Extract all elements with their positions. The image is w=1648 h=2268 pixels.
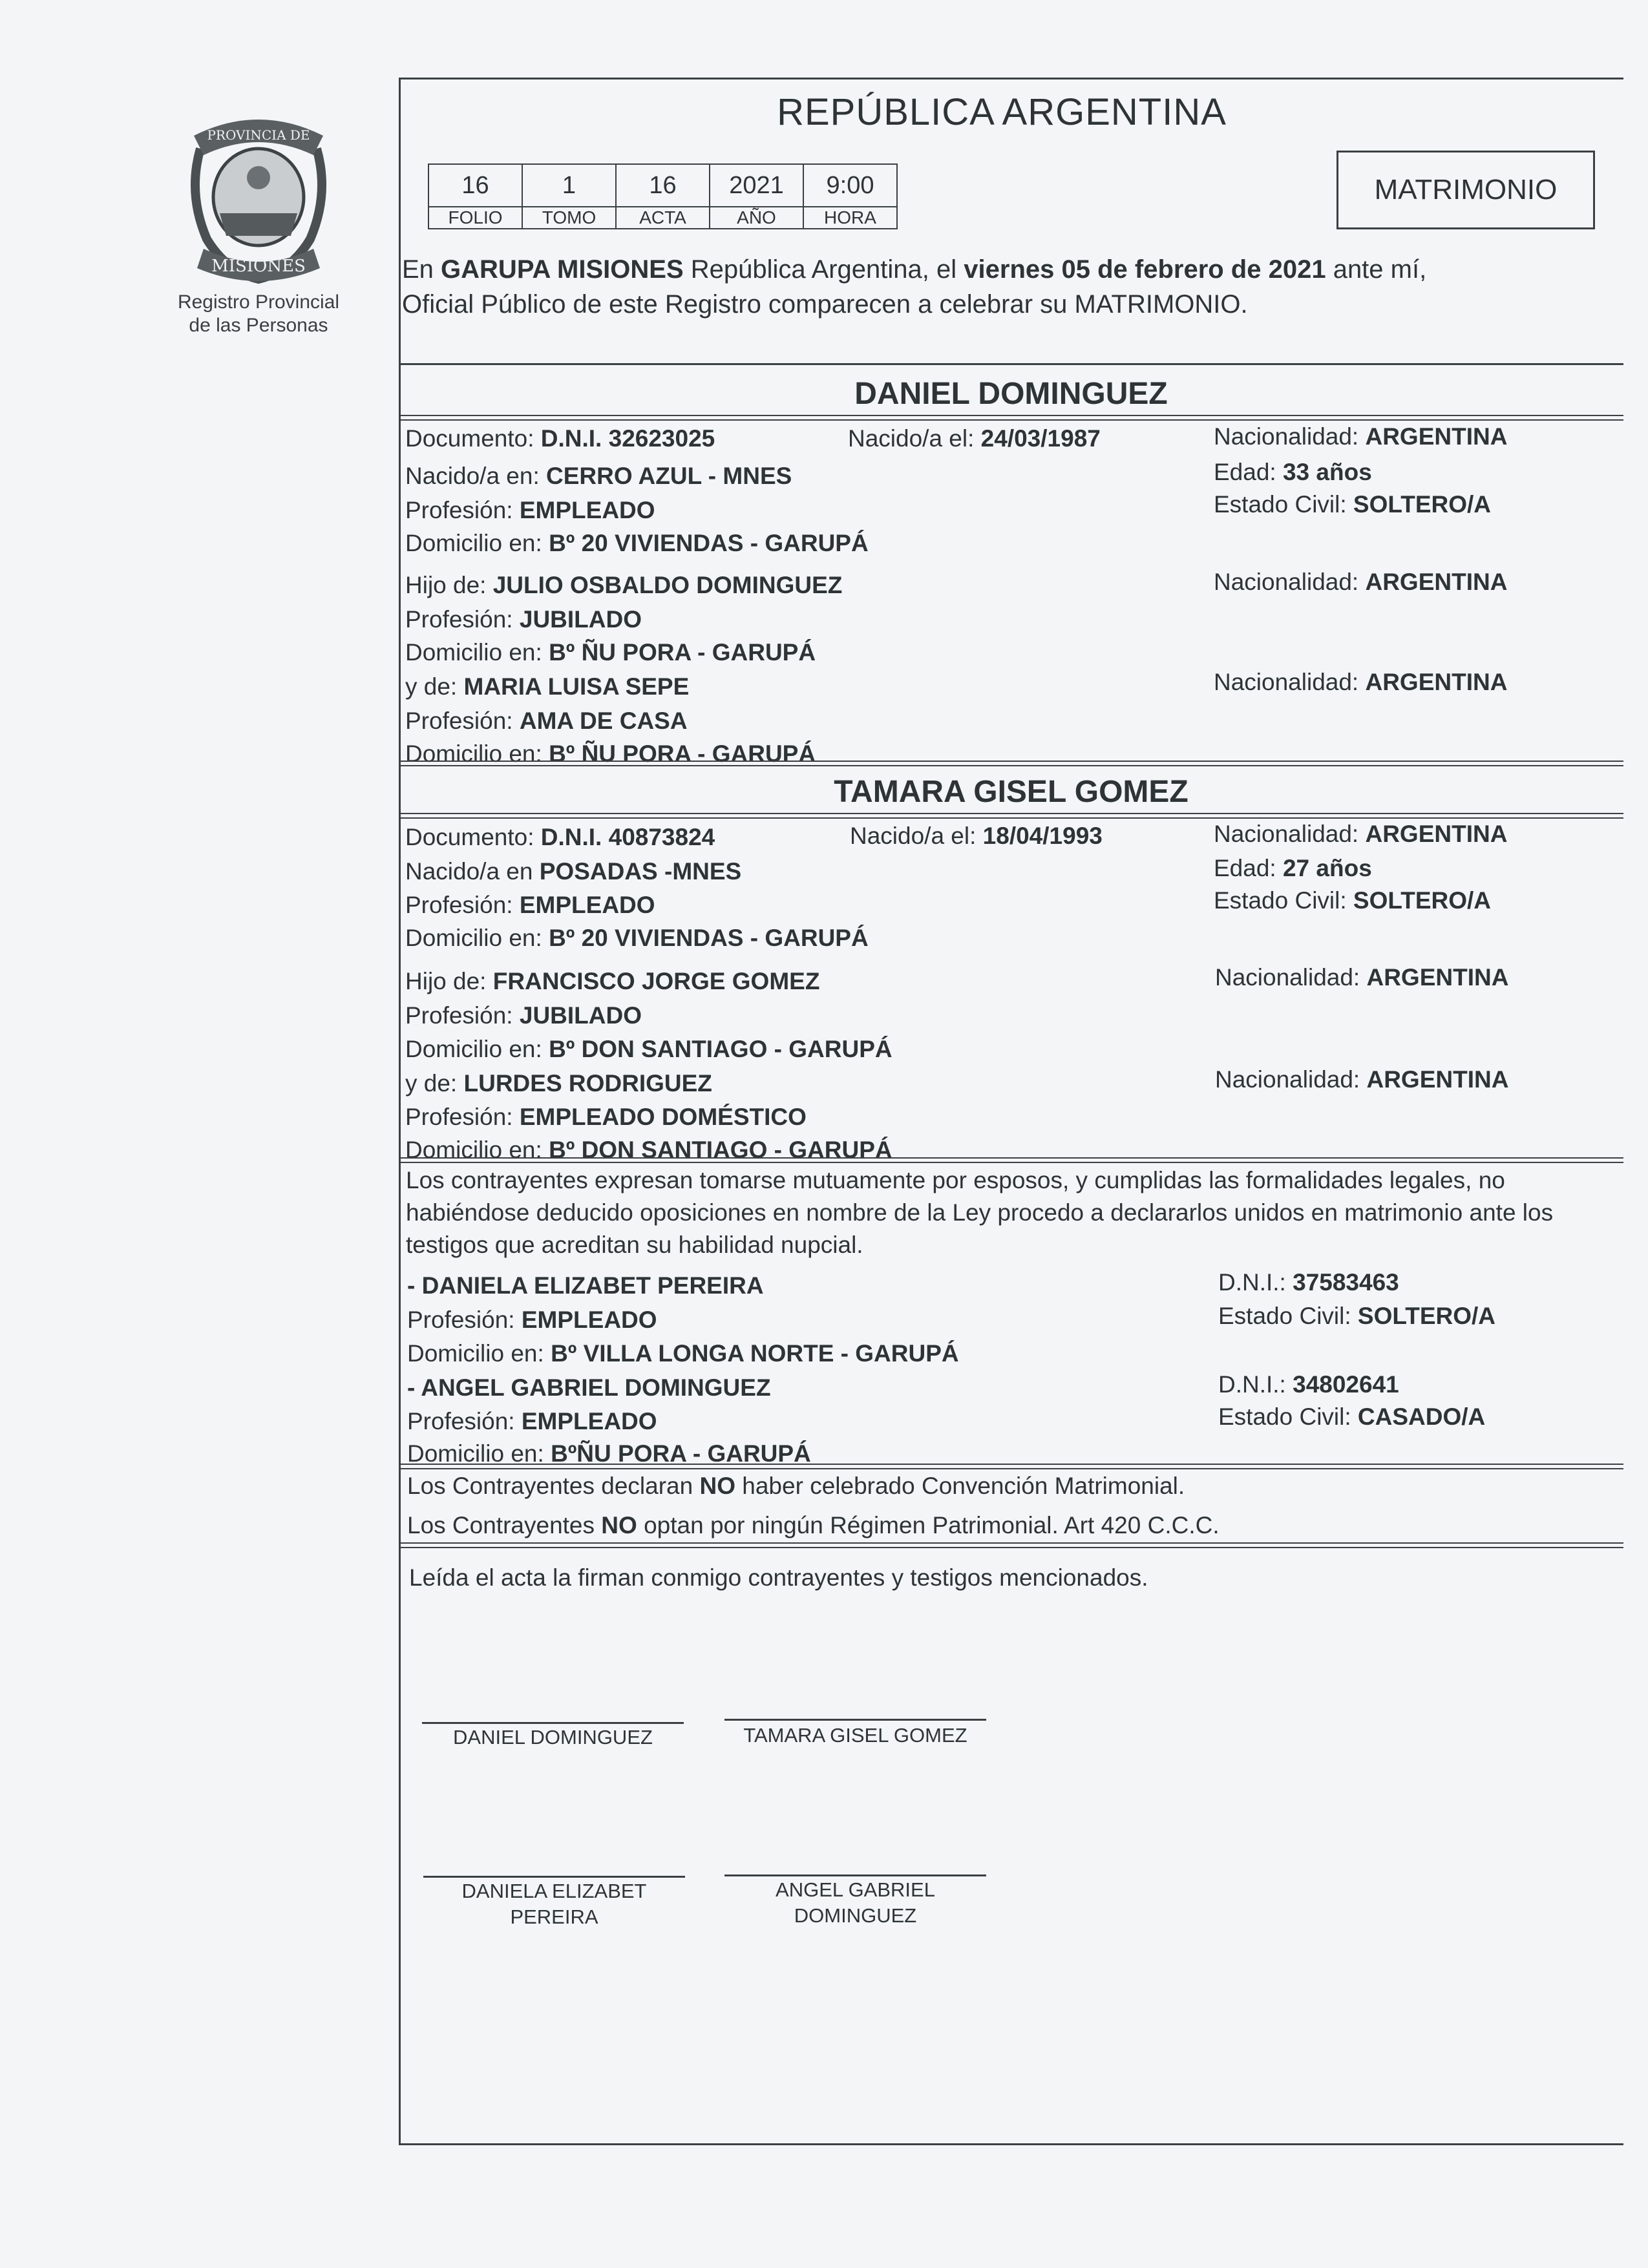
witness1-profession: Profesión: EMPLEADO xyxy=(407,1307,657,1333)
divider xyxy=(399,415,1623,421)
intro-middle: República Argentina, el xyxy=(683,255,964,284)
spouse1-document: Documento: D.N.I. 32623025 xyxy=(405,425,715,452)
year-label: AÑO xyxy=(710,207,803,229)
page-title: REPÚBLICA ARGENTINA xyxy=(777,91,1227,133)
spouse1-father-address: Domicilio en: Bº ÑU PORA - GARUPÁ xyxy=(405,639,816,666)
signature-daniela-elizabet-pereira: DANIELA ELIZABET PEREIRA xyxy=(461,1880,647,1928)
hour-value: 9:00 xyxy=(803,164,897,207)
seal-top-text: PROVINCIA DE xyxy=(207,127,310,143)
witness2-profession: Profesión: EMPLEADO xyxy=(407,1408,657,1434)
spouse2-mother-profession: Profesión: EMPLEADO DOMÉSTICO xyxy=(405,1104,807,1130)
closing-text: Leída el acta la firman conmigo contrayentes y testigos mencionados. xyxy=(409,1564,1148,1591)
divider xyxy=(399,1542,1623,1548)
spouse1-mother-address: Domicilio en: Bº ÑU PORA - GARUPÁ xyxy=(405,740,816,767)
spouse2-father-address: Domicilio en: Bº DON SANTIAGO - GARUPÁ xyxy=(405,1036,893,1062)
spouse2-birthdate: Nacido/a el: 18/04/1993 xyxy=(850,823,1103,849)
spouse2-birthplace: Nacido/a en POSADAS -MNES xyxy=(405,858,742,885)
folio-label: FOLIO xyxy=(428,207,522,229)
signature-line xyxy=(423,1876,685,1878)
tomo-label: TOMO xyxy=(522,207,616,229)
spouse2-mother-nationality: Nacionalidad: ARGENTINA xyxy=(1215,1066,1509,1093)
spouse2-civil-status: Estado Civil: SOLTERO/A xyxy=(1214,887,1492,914)
registry-emblem xyxy=(162,110,355,342)
spouse1-age: Edad: 33 años xyxy=(1214,459,1372,485)
provincial-seal-icon xyxy=(181,110,336,284)
signature-daniel-dominguez: DANIEL DOMINGUEZ xyxy=(453,1726,653,1748)
divider xyxy=(399,813,1623,819)
intro-text xyxy=(402,252,1623,322)
witness1-address: Domicilio en: Bº VILLA LONGA NORTE - GARUPÁ xyxy=(407,1340,959,1367)
witness2-dni: D.N.I.: 34802641 xyxy=(1218,1371,1399,1398)
divider xyxy=(399,1464,1623,1469)
witness2-name: - ANGEL GABRIEL DOMINGUEZ xyxy=(407,1374,771,1401)
spouse1-birthplace: Nacido/a en: CERRO AZUL - MNES xyxy=(405,463,792,489)
intro-date: viernes 05 de febrero de 2021 xyxy=(964,255,1326,284)
spouse2-nationality: Nacionalidad: ARGENTINA xyxy=(1214,821,1508,847)
record-reference-grid xyxy=(428,163,898,229)
signature-tamara-gisel-gomez: TAMARA GISEL GOMEZ xyxy=(743,1724,967,1747)
witness2-address: Domicilio en: BºÑU PORA - GARUPÁ xyxy=(407,1440,811,1467)
tomo-value: 1 xyxy=(522,164,616,207)
spouse1-nationality: Nacionalidad: ARGENTINA xyxy=(1214,423,1508,450)
spouse2-address: Domicilio en: Bº 20 VIVIENDAS - GARUPÁ xyxy=(405,925,869,951)
declaration-text: Los contrayentes expresan tomarse mutuamente por esposos, y cumplidas las formalidades legales, no habiéndose deducido oposiciones en nombre de la Ley procedo a declararlos unidos en matrimonio ante los testigos que acreditan su habilidad nupcial. xyxy=(406,1167,1554,1258)
signature-angel-gabriel-dominguez: ANGEL GABRIEL DOMINGUEZ xyxy=(776,1878,935,1927)
year-value: 2021 xyxy=(710,164,803,207)
folio-value: 16 xyxy=(428,164,522,207)
spouse2-profession: Profesión: EMPLEADO xyxy=(405,892,655,918)
acta-label: ACTA xyxy=(616,207,710,229)
seal-bottom-text: MISIONES xyxy=(211,257,306,276)
spouse1-mother-profession: Profesión: AMA DE CASA xyxy=(405,708,688,734)
spouse1-mother-nationality: Nacionalidad: ARGENTINA xyxy=(1214,669,1508,695)
divider xyxy=(399,761,1623,766)
acta-value: 16 xyxy=(616,164,710,207)
intro-place: GARUPA MISIONES xyxy=(441,255,684,284)
witness1-name: - DANIELA ELIZABET PEREIRA xyxy=(407,1272,764,1299)
spouse2-document: Documento: D.N.I. 40873824 xyxy=(405,824,715,850)
divider xyxy=(399,363,1623,365)
spouse2-mother-address: Domicilio en: Bº DON SANTIAGO - GARUPÁ xyxy=(405,1137,893,1163)
witness1-dni: D.N.I.: 37583463 xyxy=(1218,1269,1399,1296)
registry-label-line2: de las Personas xyxy=(189,315,328,336)
divider xyxy=(399,1157,1623,1163)
spouse1-father: Hijo de: JULIO OSBALDO DOMINGUEZ xyxy=(405,572,843,598)
hour-label: HORA xyxy=(803,207,897,229)
spouse2-age: Edad: 27 años xyxy=(1214,855,1372,881)
signature-line xyxy=(724,1719,986,1721)
intro-suffix: ante mí, xyxy=(1326,255,1427,284)
spouse2-father: Hijo de: FRANCISCO JORGE GOMEZ xyxy=(405,968,820,994)
spouse2-father-profession: Profesión: JUBILADO xyxy=(405,1002,642,1029)
spouse1-name: DANIEL DOMINGUEZ xyxy=(854,377,1168,411)
spouse1-address: Domicilio en: Bº 20 VIVIENDAS - GARUPÁ xyxy=(405,530,869,556)
spouse1-birthdate: Nacido/a el: 24/03/1987 xyxy=(848,425,1101,452)
spouse2-name: TAMARA GISEL GOMEZ xyxy=(834,775,1188,809)
spouse1-father-profession: Profesión: JUBILADO xyxy=(405,606,642,633)
witness1-civil-status: Estado Civil: SOLTERO/A xyxy=(1218,1303,1496,1329)
convention-line1: Los Contrayentes declaran NO haber celebrado Convención Matrimonial. xyxy=(407,1473,1185,1499)
spouse1-father-nationality: Nacionalidad: ARGENTINA xyxy=(1214,569,1508,595)
witness2-civil-status: Estado Civil: CASADO/A xyxy=(1218,1403,1486,1430)
spouse1-mother: y de: MARIA LUISA SEPE xyxy=(405,673,690,700)
act-type-box: MATRIMONIO xyxy=(1336,151,1595,229)
registry-label xyxy=(162,291,355,337)
intro-line2: Oficial Público de este Registro comparecen a celebrar su MATRIMONIO. xyxy=(402,290,1248,319)
convention-line2: Los Contrayentes NO optan por ningún Régimen Patrimonial. Art 420 C.C.C. xyxy=(407,1512,1220,1538)
signature-line xyxy=(724,1874,986,1876)
spouse1-civil-status: Estado Civil: SOLTERO/A xyxy=(1214,491,1492,518)
intro-prefix: En xyxy=(402,255,441,284)
signature-line xyxy=(422,1722,684,1724)
spouse1-profession: Profesión: EMPLEADO xyxy=(405,497,655,523)
spouse2-father-nationality: Nacionalidad: ARGENTINA xyxy=(1215,964,1509,991)
registry-label-line1: Registro Provincial xyxy=(177,291,340,313)
spouse2-mother: y de: LURDES RODRIGUEZ xyxy=(405,1070,712,1097)
